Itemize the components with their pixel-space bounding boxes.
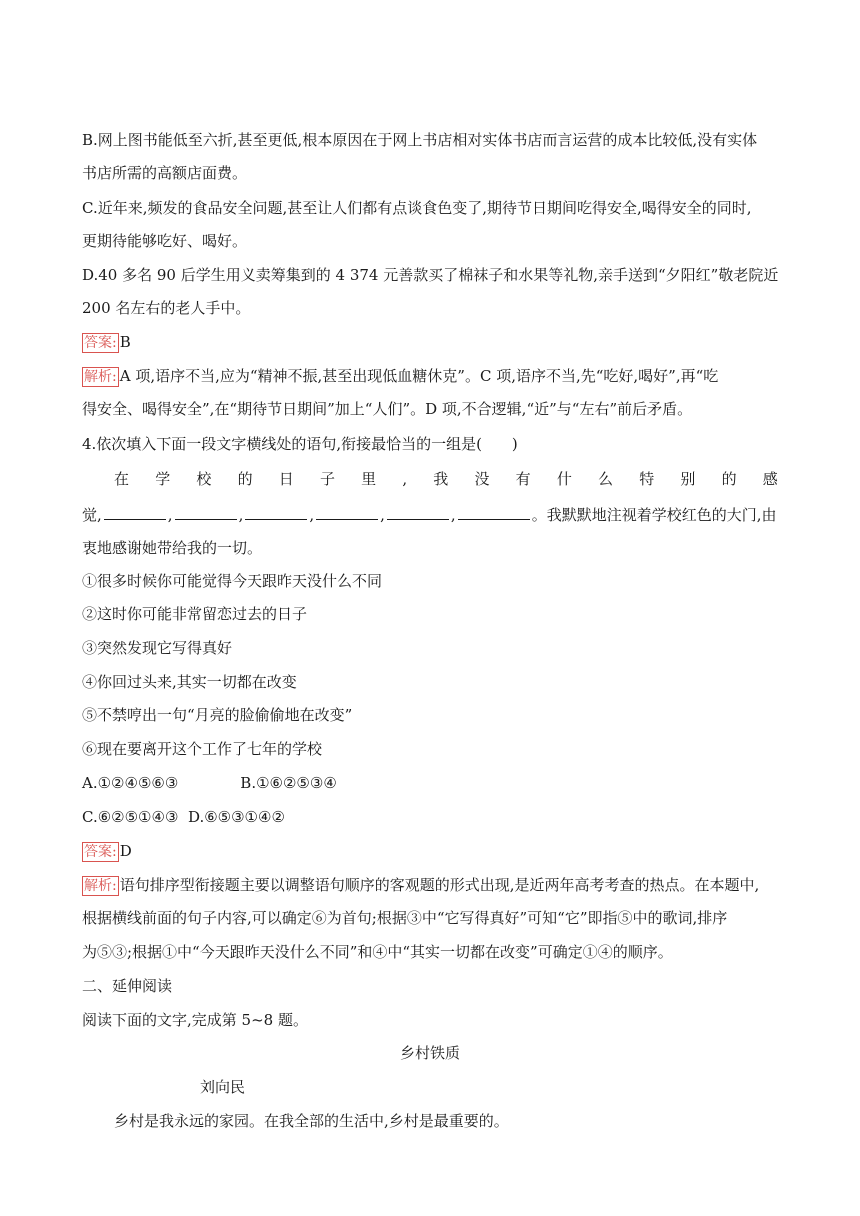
passage-char: 校 (196, 470, 212, 488)
blank-5 (387, 504, 449, 520)
analysis-text: A 项,语序不当,应为“精神不振,甚至出现低血糖休克”。C 项,语序不当,先“吃好,喝好”,再“吃 (119, 367, 719, 385)
q4-answer (82, 841, 782, 862)
option-b: B.①⑥②⑤③④ (240, 774, 337, 792)
option-a: A.①②④⑤⑥③ (82, 774, 179, 792)
answer-tag: 答案: (84, 844, 117, 860)
q4-sentence-1: ①很多时候你可能觉得今天跟昨天没什么不同 (82, 572, 383, 590)
passage-char: 特 (639, 470, 655, 488)
passage-char: 的 (721, 470, 737, 488)
analysis-text: 语句排序型衔接题主要以调整语句顺序的客观题的形式出现,是近两年高考考查的热点。在本题中, (119, 876, 760, 894)
answer-value: D (119, 842, 132, 860)
passage-char: 学 (155, 470, 171, 488)
blank-1 (104, 504, 166, 520)
q3-answer (82, 332, 782, 353)
comma: , (167, 506, 173, 524)
comma: , (450, 506, 456, 524)
blank-3 (245, 504, 307, 520)
passage-char: 别 (680, 470, 696, 488)
article-author: 刘向民 (200, 1078, 246, 1096)
passage-text: 。我默默地注视着学校红色的大门,由 (531, 506, 777, 524)
passage-char: 没 (474, 470, 490, 488)
passage-char: 有 (515, 470, 531, 488)
article-first-paragraph: 乡村是我永远的家园。在我全部的生活中,乡村是最重要的。 (114, 1112, 509, 1130)
comma: , (238, 506, 244, 524)
passage-char: 里 (361, 470, 377, 488)
q4-sentence-4: ④你回过头来,其实一切都在改变 (82, 673, 297, 691)
comma: , (380, 506, 385, 524)
passage-char: 我 (433, 470, 449, 488)
q3-option-c-line2: 更期待能够吃好、喝好。 (82, 232, 248, 250)
passage-char: 日 (278, 470, 294, 488)
blank-2 (175, 504, 237, 520)
passage-char: 感 (762, 470, 778, 488)
q4-sentence-3: ③突然发现它写得真好 (82, 639, 233, 657)
q4-options-cd (82, 807, 782, 827)
q4-analysis-line3: 为⑤③;根据①中“今天跟昨天没什么不同”和④中“其实一切都在改变”可确定①④的顺序。 (82, 943, 673, 961)
q4-stem: 4.依次填入下面一段文字横线处的语句,衔接最恰当的一组是( ) (82, 435, 518, 453)
passage-char: 么 (598, 470, 614, 488)
q4-analysis-line2: 根据横线前面的句子内容,可以确定⑥为首句;根据③中“它写得真好”可知“它”即指⑤中的歌词,排序 (82, 909, 728, 927)
passage-char: 的 (237, 470, 253, 488)
q4-options-ab (82, 773, 782, 793)
passage-text: 觉, (82, 506, 102, 524)
passage-char: , (402, 470, 408, 488)
blank-6 (458, 504, 530, 520)
option-c: C.⑥②⑤①④③ (82, 808, 179, 826)
q4-sentence-2: ②这时你可能非常留恋过去的日子 (82, 605, 308, 623)
analysis-tag: 解析: (84, 878, 117, 894)
q3-option-d-line1: D.40 多名 90 后学生用义卖筹集到的 4 374 元善款买了棉袜子和水果等礼物,亲手送到“夕阳红”敬老院近 (82, 266, 779, 284)
option-d: D.⑥⑤③①④② (187, 808, 285, 826)
section-heading: 二、延伸阅读 (82, 977, 173, 995)
reading-instruction: 阅读下面的文字,完成第 5~8 题。 (82, 1011, 308, 1029)
q4-sentence-6: ⑥现在要离开这个工作了七年的学校 (82, 740, 323, 758)
q4-passage-line2 (82, 504, 782, 525)
q4-analysis-line1 (82, 875, 782, 896)
answer-value: B (119, 333, 131, 351)
q4-passage-line1 (114, 469, 778, 489)
comma: , (309, 506, 315, 524)
blank-4 (316, 504, 378, 520)
q3-option-b-line2: 书店所需的高额店面费。 (82, 164, 248, 182)
q4-passage-line3: 衷地感谢她带给我的一切。 (82, 539, 263, 557)
passage-char: 什 (556, 470, 572, 488)
q4-sentence-5: ⑤不禁哼出一句“月亮的脸偷偷地在改变” (82, 706, 353, 724)
passage-char: 在 (114, 470, 130, 488)
passage-char: 子 (319, 470, 335, 488)
analysis-tag: 解析: (84, 369, 117, 385)
q3-option-c-line1: C.近年来,频发的食品安全问题,甚至让人们都有点谈食色变了,期待节日期间吃得安全,喝得安全的同时, (82, 199, 752, 217)
answer-tag: 答案: (84, 335, 117, 351)
article-title: 乡村铁质 (399, 1044, 460, 1062)
q3-option-d-line2: 200 名左右的老人手中。 (82, 299, 251, 317)
q3-option-b-line1: B.网上图书能低至六折,甚至更低,根本原因在于网上书店相对实体书店而言运营的成本比较低,没有实体 (82, 131, 758, 149)
q3-analysis-line2: 得安全、喝得安全”,在“期待节日期间”加上“人们”。D 项,不合逻辑,“近”与“左右”前后矛盾。 (82, 400, 693, 418)
q3-analysis-line1 (82, 366, 782, 387)
